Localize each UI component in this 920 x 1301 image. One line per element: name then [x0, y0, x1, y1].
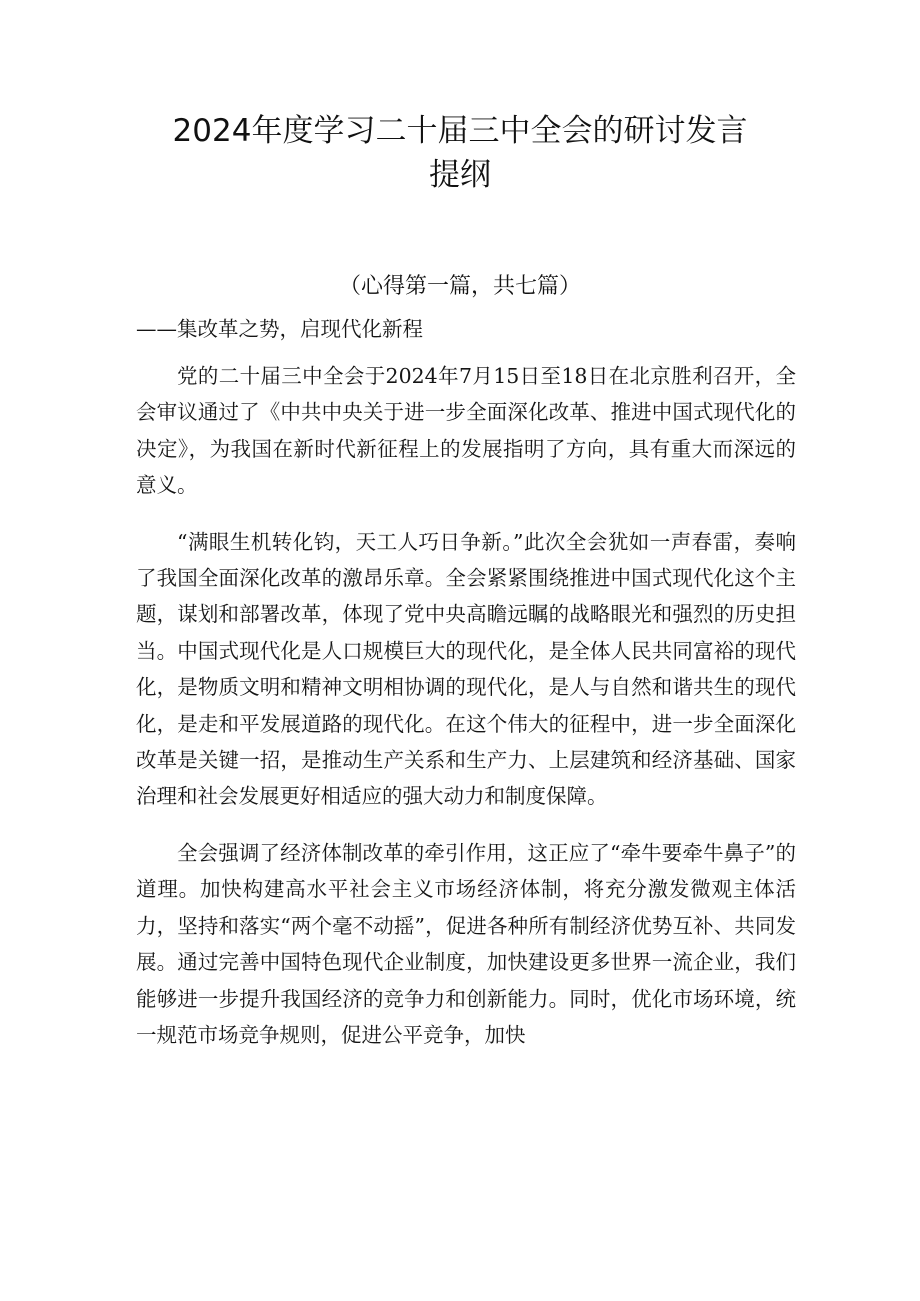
- document-title-line-1: 2024年度学习二十届三中全会的研讨发言: [172, 113, 748, 149]
- body-paragraphs: [136, 358, 796, 1073]
- paragraph-1: 党的二十届三中全会于2024年7月15日至18日在北京胜利召开，全会审议通过了《中共中央关于进一步全面深化改革、推进中国式现代化的决定》，为我国在新时代新征程上的发展指明了方向，具有重大而深远的意义。: [136, 364, 796, 498]
- paragraph-3: 全会强调了经济体制改革的牵引作用，这正应了“牵牛要牵牛鼻子”的道理。加快构建高水平社会主义市场经济体制，将充分激发微观主体活力，坚持和落实“两个毫不动摇”，促进各种所有制经济优势互补、共同发展。通过完善中国特色现代企业制度，加快建设更多世界一流企业，我们能够进一步提升我国经济的竞争力和创新能力。同时，优化市场环境，统一规范市场竞争规则，促进公平竞争，加快: [136, 840, 796, 1047]
- document-subtitle: （心得第一篇，共七篇）: [338, 274, 581, 299]
- paragraph-2: “满眼生机转化钧，天工人巧日争新。”此次全会犹如一声春雷，奏响了我国全面深化改革的激昂乐章。全会紧紧围绕推进中国式现代化这个主题，谋划和部署改革，体现了党中央高瞻远瞩的战略眼光和强烈的历史担当。中国式现代化是人口规模巨大的现代化，是全体人民共同富裕的现代化，是物质文明和精神文明相协调的现代化，是人与自然和谐共生的现代化，是走和平发展道路的现代化。在这个伟大的征程中，进一步全面深化改革是关键一招，是推动生产关系和生产力、上层建筑和经济基础、国家治理和社会发展更好相适应的强大动力和制度保障。: [136, 529, 796, 809]
- intro-line: ——集改革之势，启现代化新程: [136, 317, 423, 341]
- document-title-line-2: 提纲: [429, 157, 491, 193]
